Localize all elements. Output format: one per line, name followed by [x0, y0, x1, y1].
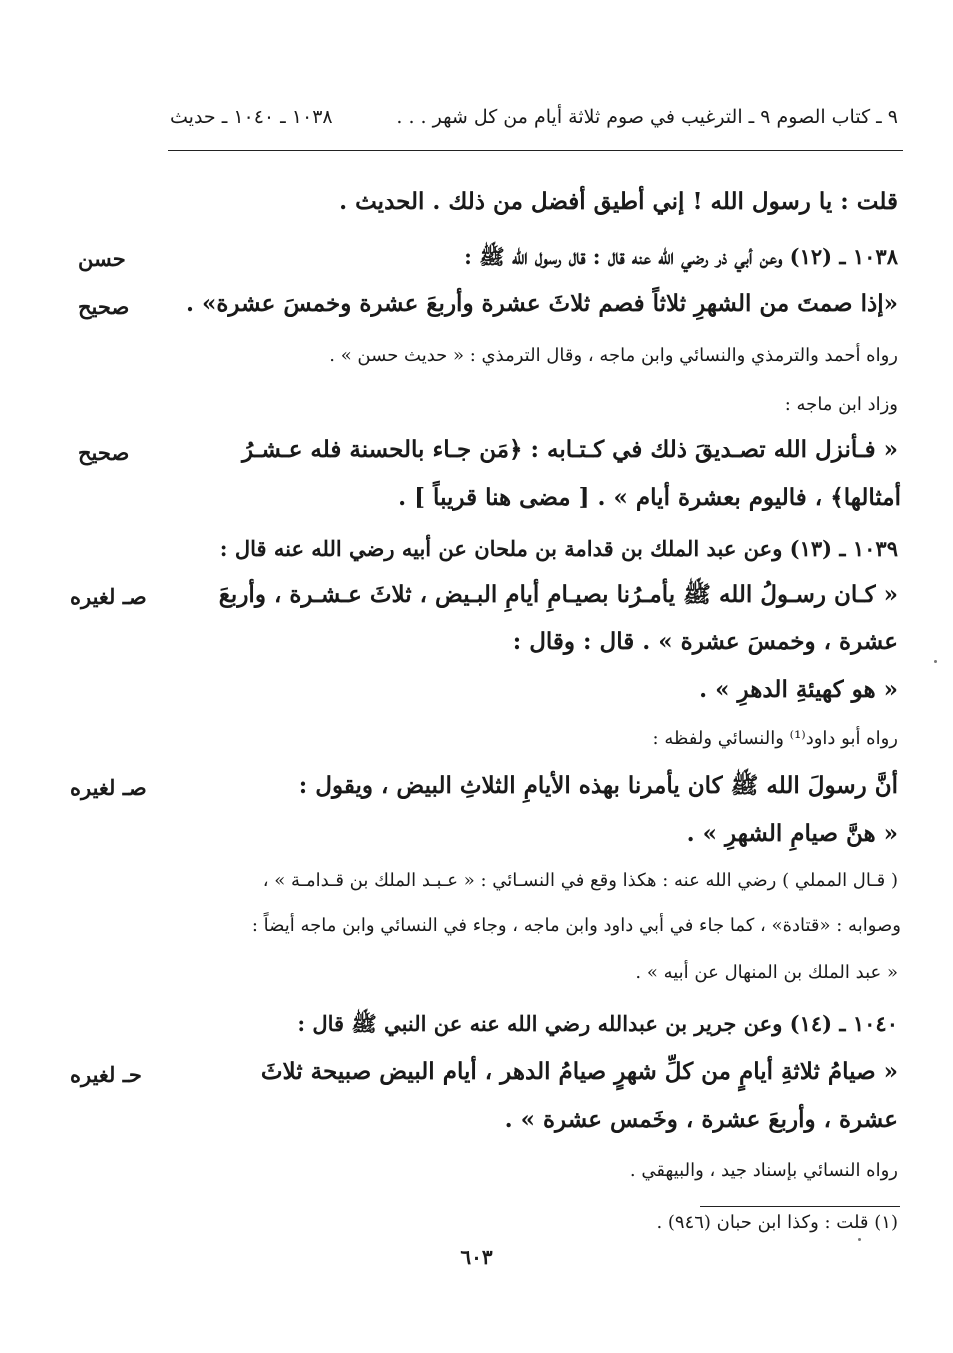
- grade-sahih-lighayrihi-2: صـ لغيره: [70, 775, 147, 800]
- text-line-11: « هو كهيئةِ الدهرِ » .: [699, 676, 898, 703]
- text-line-12: رواه أبو داود⁽¹⁾ والنسائي ولفظه :: [652, 728, 898, 749]
- text-line-4: رواه أحمد والترمذي والنسائي وابن ماجه ، وقال الترمذي : « حديث حسن » .: [329, 345, 898, 366]
- text-line-16: وصوابه : «قتادة» ، كما جاء في أبي داود وابن ماجه ، وجاء في النسائي وابن ماجه أيضاً :: [251, 915, 901, 936]
- hadith-1039-intro: ١٠٣٩ ـ (١٣) وعن عبد الملك بن قدامة بن ملحان عن أبيه رضي الله عنه قال :: [219, 536, 898, 561]
- text-line-6: « فـأنزل الله تصـديقَ ذلك في كـتـابه : ﴿مَن جـاء بالحسنة فله عـشـرُ: [242, 436, 898, 463]
- hadith-1040-intro: ١٠٤٠ ـ (١٤) وعن جرير بن عبدالله رضي الله عنه عن النبي ﷺ قال :: [297, 1011, 898, 1036]
- text-line-14: « هنَّ صيامِ الشهرِ » .: [686, 820, 898, 847]
- header-hadith-range: ١٠٣٨ ـ ١٠٤٠ ـ حديث: [170, 106, 333, 128]
- hadith-1038-intro: ١٠٣٨ ـ (١٢) وعن أبي ذر رضي الله عنه قال : قال رسول الله ﷺ :: [464, 244, 898, 269]
- header-chapter: ٩ ـ كتاب الصوم ٩ ـ الترغيب في صوم ثلاثة أيام من كل شهر . . .: [396, 106, 898, 128]
- text-line-21: رواه النسائي بإسناد جيد ، والبيهقي .: [629, 1160, 898, 1181]
- scan-speck: [934, 660, 937, 663]
- footnote-divider: [700, 1206, 900, 1207]
- grade-hasan: حسن: [78, 246, 126, 271]
- scan-speck: [858, 1238, 861, 1241]
- text-line-19: « صيامُ ثلاثةِ أيامٍ من كلِّ شهرٍ صيامُ الدهر ، أيام البيض صبيحة ثلاثَ: [260, 1058, 898, 1085]
- footnote: (١) قلت : وكذا ابن حبان (٩٤٦) .: [656, 1212, 898, 1233]
- running-header: [170, 100, 898, 140]
- grade-hasan-lighayrihi: حـ لغيره: [70, 1062, 142, 1087]
- text-line-5: وزاد ابن ماجه :: [784, 394, 898, 415]
- grade-sahih-lighayrihi-1: صـ لغيره: [70, 584, 147, 609]
- page-number: ٦٠٣: [460, 1245, 493, 1269]
- grade-sahih-2: صحيح: [78, 440, 130, 465]
- text-line-13: أنَّ رسولَ الله ﷺ كان يأمرنا بهذه الأيامِ الثلاثِ البيض ، ويقول :: [298, 772, 898, 799]
- text-line-17: « عبد الملك بن المنهال عن أبيه » .: [635, 962, 898, 983]
- text-line-20: عشرة ، وأربعَ عشرة ، وخَمس عشرة » .: [504, 1106, 898, 1133]
- grade-sahih-1: صحيح: [78, 294, 130, 319]
- text-line-1: قلت : يا رسول الله ! إني أطيق أفضل من ذلك . الحديث .: [339, 188, 898, 215]
- text-line-10: عشرة ، وخمسَ عشرة » . قال : وقال :: [512, 628, 898, 655]
- text-line-15: ( قـال المملي ) رضي الله عنه : هكذا وقع في النسـائي : « عـبـد الملك بن قـدامـة » ،: [262, 870, 898, 891]
- text-line-7: أمثالها﴾ ، فاليوم بعشرة أيام » . [ مضى هنا قريباً ] .: [398, 484, 901, 511]
- text-line-9: « كـان رسـولُ الله ﷺ يأمـرُنا بصيـامِ أيامِ البـيض ، ثلاثَ عـشـرة ، وأربعَ: [218, 581, 898, 608]
- text-line-3: «إذا صمتَ من الشهرِ ثلاثاً فصم ثلاثَ عشرة وأربعَ عشرة وخمسَ عشرة» .: [185, 290, 898, 317]
- header-divider: [168, 150, 903, 151]
